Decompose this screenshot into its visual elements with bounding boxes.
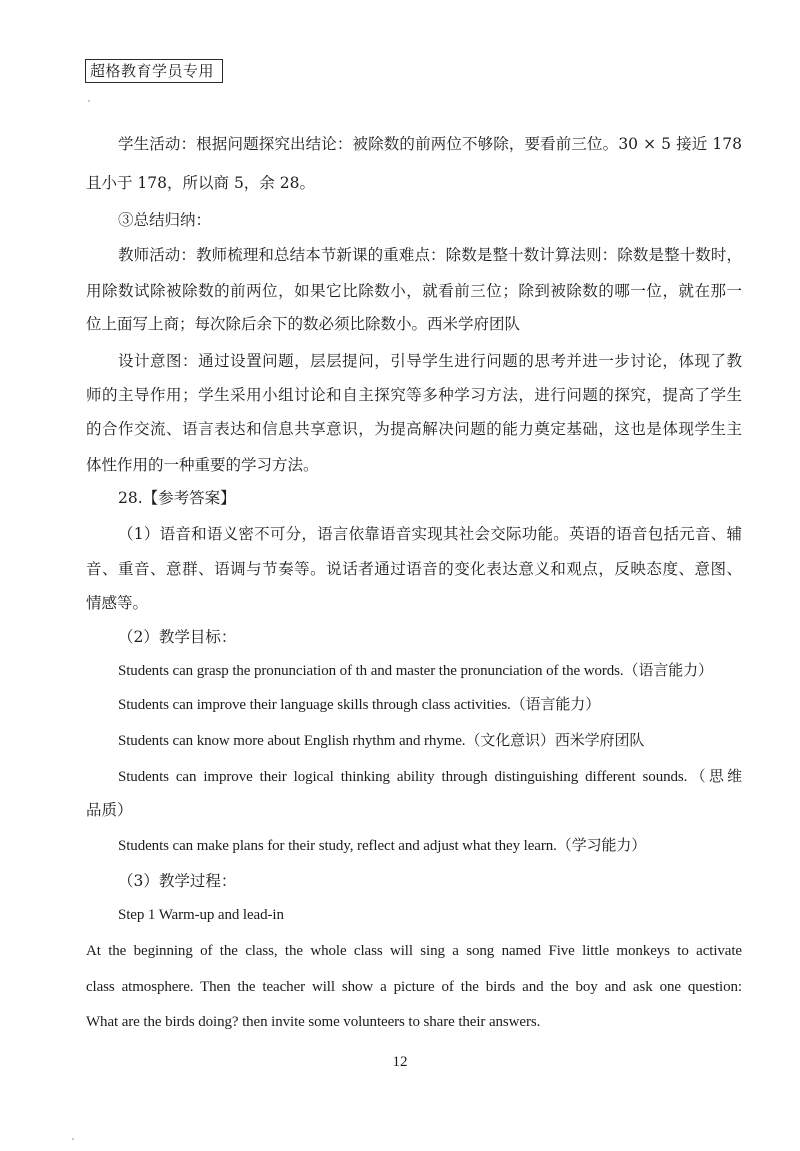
paragraph-line: 师的主导作用；学生采用小组讨论和自主探究等多种学习方法，进行问题的探究，提高了学生 xyxy=(86,386,742,404)
paragraph-line: （1）语音和语义密不可分，语言依靠语音实现其社会交际功能。英语的语音包括元音、辅 xyxy=(118,525,742,543)
scan-speck xyxy=(72,1138,74,1140)
objective-line: Students can make plans for their study, reflect and adjust what they learn.（学习能力） xyxy=(118,838,647,854)
paragraph-line: At the beginning of the class, the whole class will sing a song named Five little monkeys to activate xyxy=(86,943,742,959)
section-heading: （2）教学目标： xyxy=(118,628,237,646)
section-heading: ③总结归纳： xyxy=(118,211,212,229)
paragraph-line: class atmosphere. Then the teacher will show a picture of the birds and the boy and ask one question: xyxy=(86,979,742,995)
paragraph-line: 位上面写上商；每次除后余下的数必须比除数小。西米学府团队 xyxy=(86,315,521,333)
step-heading: Step 1 Warm-up and lead-in xyxy=(118,907,284,923)
objective-line: Students can improve their logical thinking ability through distinguishing different sounds.（思维 xyxy=(118,769,742,785)
page-number: 12 xyxy=(392,1054,408,1070)
paragraph-line: 且小于 178，所以商 5，余 28。 xyxy=(86,174,315,192)
objective-line: 品质） xyxy=(86,801,133,819)
objective-line: Students can improve their language skills through class activities.（语言能力） xyxy=(118,697,601,713)
paragraph-line: 设计意图：通过设置问题，层层提问，引导学生进行问题的思考并进一步讨论，体现了教 xyxy=(118,352,742,370)
paragraph-line: 教师活动：教师梳理和总结本节新课的重难点：除数是整十数计算法则：除数是整十数时， xyxy=(118,246,742,264)
answer-heading: 28.【参考答案】 xyxy=(118,489,236,507)
header-label-box: 超格教育学员专用 xyxy=(85,59,223,83)
paragraph-line: 体性作用的一种重要的学习方法。 xyxy=(86,456,319,474)
paragraph-line: 学生活动：根据问题探究出结论：被除数的前两位不够除，要看前三位。30 × 5 接近 178 xyxy=(118,135,742,153)
paragraph-line: 用除数试除被除数的前两位，如果它比除数小，就看前三位；除到被除数的哪一位，就在那一 xyxy=(86,282,742,300)
scan-speck xyxy=(88,100,90,102)
paragraph-line: 情感等。 xyxy=(86,594,149,612)
section-heading: （3）教学过程： xyxy=(118,872,237,890)
paragraph-line: What are the birds doing? then invite some volunteers to share their answers. xyxy=(86,1014,541,1030)
paragraph-line: 的合作交流、语言表达和信息共享意识，为提高解决问题的能力奠定基础，这也是体现学生主 xyxy=(86,420,742,438)
paragraph-line: 音、重音、意群、语调与节奏等。说话者通过语音的变化表达意义和观点，反映态度、意图、 xyxy=(86,560,742,578)
objective-line: Students can grasp the pronunciation of th and master the pronunciation of the words.（语言能力） xyxy=(118,663,713,679)
objective-line: Students can know more about English rhythm and rhyme.（文化意识）西米学府团队 xyxy=(118,733,645,749)
